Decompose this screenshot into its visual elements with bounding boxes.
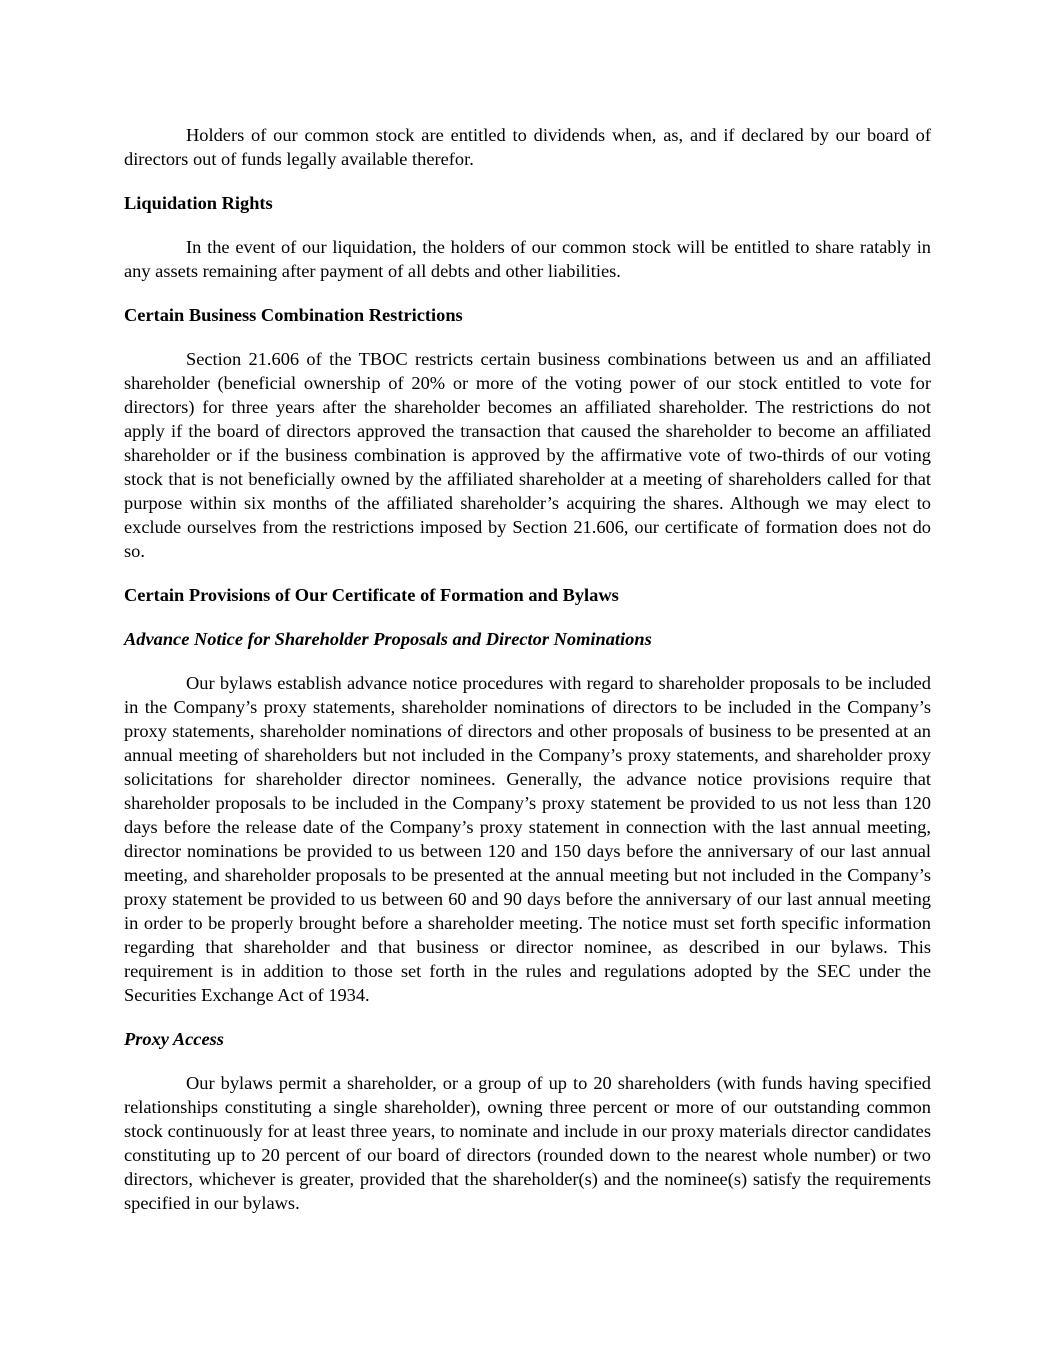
document-page [124,123,931,1215]
advance-notice-paragraph: Our bylaws establish advance notice procedures with regard to shareholder proposals to be included in the Company’s proxy statements, shareholder nominations of directors to be included in the Company’s proxy statements, shareholder nominations of directors and other proposals of business to be presented at an annual meeting of shareholders but not included in the Company’s proxy statements, and shareholder proxy solicitations for shareholder director nominees. Generally, the advance notice provisions require that shareholder proposals to be included in the Company’s proxy statement be provided to us not less than 120 days before the release date of the Company’s proxy statement in connection with the last annual meeting, director nominations be provided to us between 120 and 150 days before the anniversary of our last annual meeting, and shareholder proposals to be presented at the annual meeting but not included in the Company’s proxy statement be provided to us between 60 and 90 days before the anniversary of our last annual meeting in order to be properly brought before a shareholder meeting. The notice must set forth specific information regarding that shareholder and that business or director nominee, as described in our bylaws. This requirement is in addition to those set forth in the rules and regulations adopted by the SEC under the Securities Exchange Act of 1934. [124,673,931,1005]
advance-notice-heading: Advance Notice for Shareholder Proposals and Director Nominations [124,629,652,649]
business-combination-heading: Certain Business Combination Restrictions [124,305,463,325]
certain-provisions-heading: Certain Provisions of Our Certificate of Formation and Bylaws [124,585,619,605]
dividends-paragraph: Holders of our common stock are entitled to dividends when, as, and if declared by our board of directors out of funds legally available therefor. [124,125,931,169]
liquidation-rights-heading: Liquidation Rights [124,193,273,213]
liquidation-rights-paragraph: In the event of our liquidation, the holders of our common stock will be entitled to share ratably in any assets remaining after payment of all debts and other liabilities. [124,237,931,281]
proxy-access-heading: Proxy Access [124,1029,224,1049]
business-combination-paragraph: Section 21.606 of the TBOC restricts certain business combinations between us and an affiliated shareholder (beneficial ownership of 20% or more of the voting power of our stock entitled to vote for directors) for three years after the shareholder becomes an affiliated shareholder. The restrictions do not apply if the board of directors approved the transaction that caused the shareholder to become an affiliated shareholder or if the business combination is approved by the affirmative vote of two-thirds of our voting stock that is not beneficially owned by the affiliated shareholder at a meeting of shareholders called for that purpose within six months of the affiliated shareholder’s acquiring the shares. Although we may elect to exclude ourselves from the restrictions imposed by Section 21.606, our certificate of formation does not do so. [124,349,931,561]
proxy-access-paragraph: Our bylaws permit a shareholder, or a group of up to 20 shareholders (with funds having specified relationships constituting a single shareholder), owning three percent or more of our outstanding common stock continuously for at least three years, to nominate and include in our proxy materials director candidates constituting up to 20 percent of our board of directors (rounded down to the nearest whole number) or two directors, whichever is greater, provided that the shareholder(s) and the nominee(s) satisfy the requirements specified in our bylaws. [124,1073,931,1213]
